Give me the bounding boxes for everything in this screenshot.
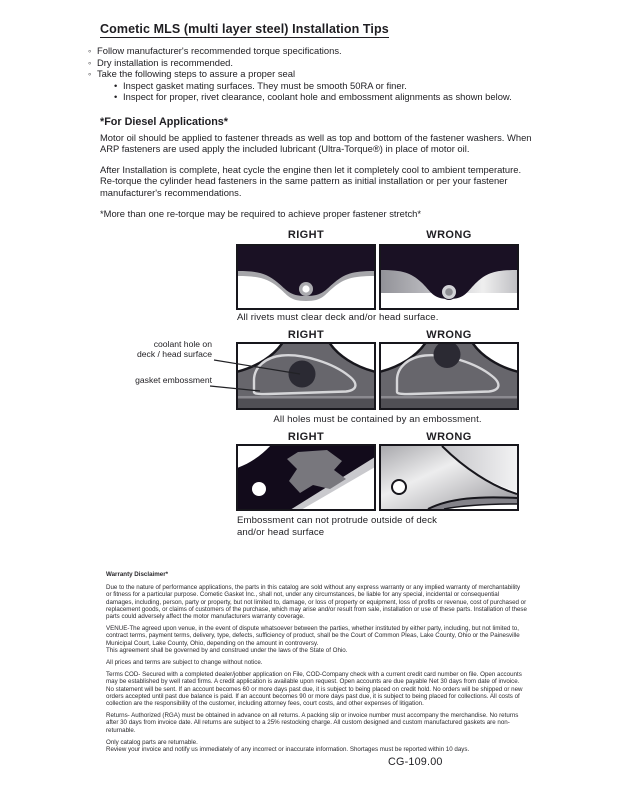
dot-bullet-icon: • [114,91,118,103]
diagram3-right-illustration [236,444,376,511]
installation-tips-list [88,45,558,103]
tip-text: Take the following steps to assure a proper seal [97,68,296,80]
page-title: Cometic MLS (multi layer steel) Installation Tips [100,22,389,36]
diagram3-caption [237,515,437,538]
diagram3-caption-line2: and/or head surface [237,526,325,538]
tip-text: Dry installation is recommended. [97,56,233,68]
diagram2-right-label: RIGHT [287,329,325,341]
diagram2-caption: All holes must be contained by an embossment. [273,414,482,425]
diagram3-caption-line1: Embossment can not protrude outside of deck [237,515,438,526]
embossment-on-deck-icon [238,446,374,509]
rivet-touching-deck-icon [381,246,517,308]
diagram1-wrong-label: WRONG [426,229,472,241]
hole-outside-embossment-icon [381,344,517,408]
embossment-protruding-icon [381,446,517,509]
dot-bullet-icon: • [114,79,118,91]
diagram1-caption: All rivets must clear deck and/or head surface. [237,312,439,323]
list-item [88,68,558,80]
warranty-disclaimer-block [106,571,527,758]
circle-bullet-icon: ◦ [88,56,92,68]
diagram3-right-label: RIGHT [287,431,325,443]
diesel-paragraph-2: After Installation is complete, heat cycle the engine then let it completely cool to ambient temperature. Re-torque the cylinder head fasteners in the same pattern as initial installation or per your fastener manufacturer's recommendations. [100,164,522,198]
tip-text: Inspect gasket mating surfaces. They must be smooth 50RA or finer. [123,79,407,91]
terms-paragraph: Terms COD- Secured with a completed dealer/jobber application on File, COD-Company check with a current credit card number on file. Open accounts may be established by well rated firms. A credit application is available upon request. Open accounts are due payable Net 30 days from date of invoice. No statement will be sent. If an account becomes 60 or more days past due, it is subject to being placed on credit hold. No orders will be shipped or new orders accepted until past due balance is paid. If an account becomes 90 or more days past due, it is subject to being placed for collections. All costs of collection are the responsibility of the customer, including attorney fees, court costs, and other expenses of litigation. [106,671,523,708]
warranty-paragraph: Due to the nature of performance applications, the parts in this catalog are sold without any express warranty or any implied warranty of merchantability or fitness for a particular purpose. Cometic Gasket Inc., shall not, under any circumstances, be liable for any special, incidental or consequential damages, including, person, party or property, but not limited to, damage, or loss of property or equipment, loss of profits or revenue, cost of purchased or replacement goods, or claims of customers of the purchase, which may arise and/or result from sale, installation or use of these parts. Installation of these parts could adversely affect the motor manufacturers warranty coverage. [106,584,527,621]
prices-line: All prices and terms are subject to change without notice. [106,659,263,667]
warranty-disclaimer-heading: Warranty Disclaimer* [106,571,169,578]
diagram2-callouts [108,340,212,386]
catalog-returnable-line: Only catalog parts are returnable. [106,738,198,746]
list-item [88,57,558,69]
governed-line: This agreement shall be governed by and construed under the laws of the State of Ohio. [106,646,348,654]
hole-inside-embossment-icon [238,344,374,408]
diesel-section-heading: *For Diesel Applications* [100,116,228,128]
diagram3-wrong-illustration [379,444,519,511]
coolant-hole-callout-line2: deck / head surface [136,348,212,359]
page-code: CG-109.00 [388,756,443,768]
list-item [88,45,558,57]
diagram2-right-illustration [236,342,376,410]
retorque-note: *More than one re-torque may be required to achieve proper fastener stretch* [100,208,422,219]
diesel-paragraph-1: Motor oil should be applied to fastener threads as well as top and bottom of the fastener washers. When ARP fasteners are used apply the included lubricant (Ultra-Torque®) in place of motor oil. [100,132,532,155]
rivet-clear-deck-icon [238,246,374,308]
returns-paragraph: Returns- Authorized (RGA) must be obtained in advance on all returns. A packing slip or invoice number must accompany the merchandise. No returns after 30 days from invoice date. All returns are subject to a 25% restocking charge. All custom designed and custom manufactured gaskets are non-returnable. [106,712,519,734]
diagram1-wrong-illustration [379,244,519,310]
diagram2-wrong-label: WRONG [426,329,472,341]
diagram1-right-label: RIGHT [287,229,325,241]
venue-paragraph: VENUE-The agreed upon venue, in the event of dispute whatsoever between the parties, whether instituted by either party, including, but not limited to, contract terms, payment terms, delivery, type, defects, sufficiency of product, shall be the Court of Common Pleas, Lake County, Ohio or the Painesville Municipal Court, Lake County, Ohio, depending on the amount in controversy. [106,625,520,647]
tip-text: Inspect for proper, rivet clearance, coolant hole and embossment alignments as shown below. [123,91,512,103]
list-item [114,80,558,92]
diagram3-wrong-label: WRONG [426,431,472,443]
coolant-hole-callout-line1: coolant hole on [153,339,212,349]
diagram2-wrong-illustration [379,342,519,410]
circle-bullet-icon: ◦ [88,45,92,56]
circle-bullet-icon: ◦ [88,68,92,80]
review-invoice-line: Review your invoice and notify us immediately of any incorrect or inaccurate information. Shortages must be reported within 10 days. [106,746,470,754]
diagram1-right-illustration [236,244,376,310]
list-item [114,91,558,103]
tip-text: Follow manufacturer's recommended torque specifications. [97,45,342,56]
gasket-embossment-callout: gasket embossment [135,375,212,386]
